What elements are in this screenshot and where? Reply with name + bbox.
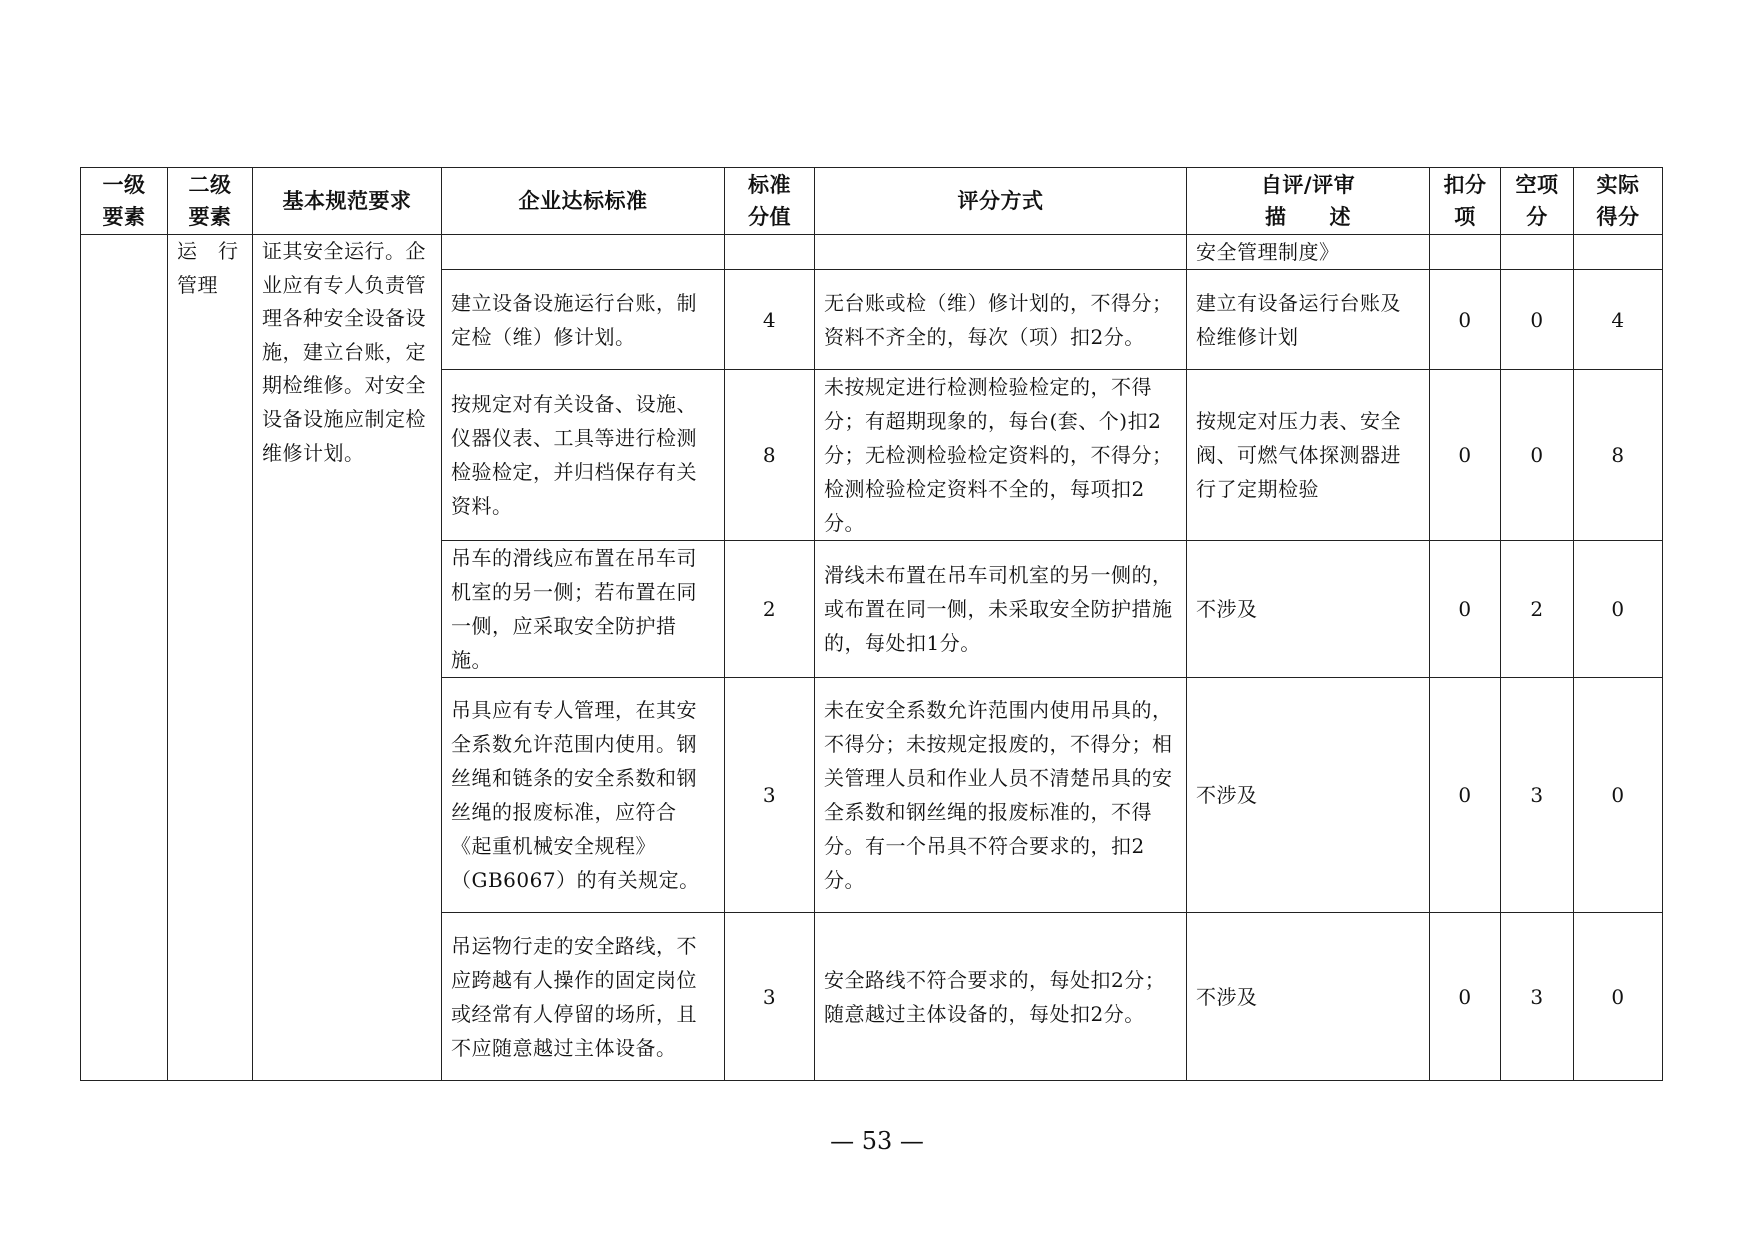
score-cell-continued (725, 235, 815, 270)
empty-cell-continued (1501, 235, 1574, 270)
method-cell: 未按规定进行检测检验检定的，不得分；有超期现象的，每台(套、个)扣2分；无检测检验检定资料的，不得分；检测检验检定资料不全的，每项扣2分。 (815, 370, 1187, 541)
standard-cell: 按规定对有关设备、设施、仪器仪表、工具等进行检测检验检定，并归档保存有关资料。 (442, 370, 725, 541)
header-empty-text: 空项 分 (1515, 173, 1559, 229)
actual-cell-continued (1574, 235, 1663, 270)
level1-cell (81, 235, 168, 1081)
deduct-cell: 0 (1430, 370, 1501, 541)
review-cell: 建立有设备运行台账及检维修计划 (1187, 270, 1430, 370)
header-requirement (253, 168, 442, 235)
header-score-text: 标准 分值 (748, 173, 791, 229)
actual-cell: 8 (1574, 370, 1663, 541)
header-method (815, 168, 1187, 235)
header-deduct (1430, 168, 1501, 235)
actual-cell: 0 (1574, 913, 1663, 1081)
standard-cell: 吊运物行走的安全路线，不应跨越有人操作的固定岗位或经常有人停留的场所，且不应随意越过主体设备。 (442, 913, 725, 1081)
header-score (725, 168, 815, 235)
method-cell: 安全路线不符合要求的，每处扣2分；随意越过主体设备的，每处扣2分。 (815, 913, 1187, 1081)
level2-cell (168, 235, 253, 1081)
evaluation-table (80, 167, 1663, 1081)
method-cell: 未在安全系数允许范围内使用吊具的，不得分；未按规定报废的，不得分；相关管理人员和作业人员不清楚吊具的安全系数和钢丝绳的报废标准的，不得分。有一个吊具不符合要求的，扣2分。 (815, 678, 1187, 913)
deduct-cell: 0 (1430, 541, 1501, 678)
review-text-continued: 安全管理制度》 (1196, 240, 1340, 264)
score-cell: 2 (725, 541, 815, 678)
deduct-cell: 0 (1430, 913, 1501, 1081)
method-cell: 无台账或检（维）修计划的，不得分；资料不齐全的，每次（项）扣2分。 (815, 270, 1187, 370)
empty-cell: 0 (1501, 370, 1574, 541)
header-level1 (81, 168, 168, 235)
header-requirement-text: 基本规范要求 (282, 189, 412, 213)
header-standard-text: 企业达标标准 (518, 189, 648, 213)
table-row-continued (81, 235, 1663, 270)
review-cell: 不涉及 (1187, 541, 1430, 678)
empty-cell: 0 (1501, 270, 1574, 370)
header-standard (442, 168, 725, 235)
empty-cell: 3 (1501, 913, 1574, 1081)
review-cell: 不涉及 (1187, 678, 1430, 913)
deduct-cell-continued (1430, 235, 1501, 270)
header-review-text: 自评/评审 描 述 (1260, 173, 1356, 229)
score-cell: 3 (725, 913, 815, 1081)
header-actual-text: 实际 得分 (1596, 173, 1640, 229)
level2-text: 运 行 管理 (177, 239, 239, 297)
requirement-cell (253, 235, 442, 1081)
actual-cell: 0 (1574, 541, 1663, 678)
review-cell-continued (1187, 235, 1430, 270)
page-number: — 53 — (830, 1127, 924, 1155)
actual-cell: 0 (1574, 678, 1663, 913)
deduct-cell: 0 (1430, 678, 1501, 913)
standard-cell: 吊具应有专人管理，在其安全系数允许范围内使用。钢丝绳和链条的安全系数和钢丝绳的报废标准，应符合《起重机械安全规程》（GB6067）的有关规定。 (442, 678, 725, 913)
header-method-text: 评分方式 (957, 189, 1044, 213)
standard-cell-continued (442, 235, 725, 270)
actual-cell: 4 (1574, 270, 1663, 370)
header-level2 (168, 168, 253, 235)
standard-cell: 吊车的滑线应布置在吊车司机室的另一侧；若布置在同一侧，应采取安全防护措施。 (442, 541, 725, 678)
score-cell: 4 (725, 270, 815, 370)
review-cell: 不涉及 (1187, 913, 1430, 1081)
review-cell: 按规定对压力表、安全阀、可燃气体探测器进行了定期检验 (1187, 370, 1430, 541)
deduct-cell: 0 (1430, 270, 1501, 370)
standard-cell: 建立设备设施运行台账，制定检（维）修计划。 (442, 270, 725, 370)
empty-cell: 2 (1501, 541, 1574, 678)
header-level2-text: 二级 要素 (188, 173, 232, 229)
header-review (1187, 168, 1430, 235)
method-cell-continued (815, 235, 1187, 270)
header-empty (1501, 168, 1574, 235)
score-cell: 8 (725, 370, 815, 541)
header-actual (1574, 168, 1663, 235)
header-level1-text: 一级 要素 (102, 173, 146, 229)
score-cell: 3 (725, 678, 815, 913)
empty-cell: 3 (1501, 678, 1574, 913)
requirement-text: 证其安全运行。企业应有专人负责管理各种安全设备设施，建立台账，定期检维修。对安全设备设施应制定检维修计划。 (262, 239, 426, 465)
header-deduct-text: 扣分 项 (1443, 173, 1487, 229)
method-cell: 滑线未布置在吊车司机室的另一侧的，或布置在同一侧，未采取安全防护措施的，每处扣1分。 (815, 541, 1187, 678)
header-row (81, 168, 1663, 235)
